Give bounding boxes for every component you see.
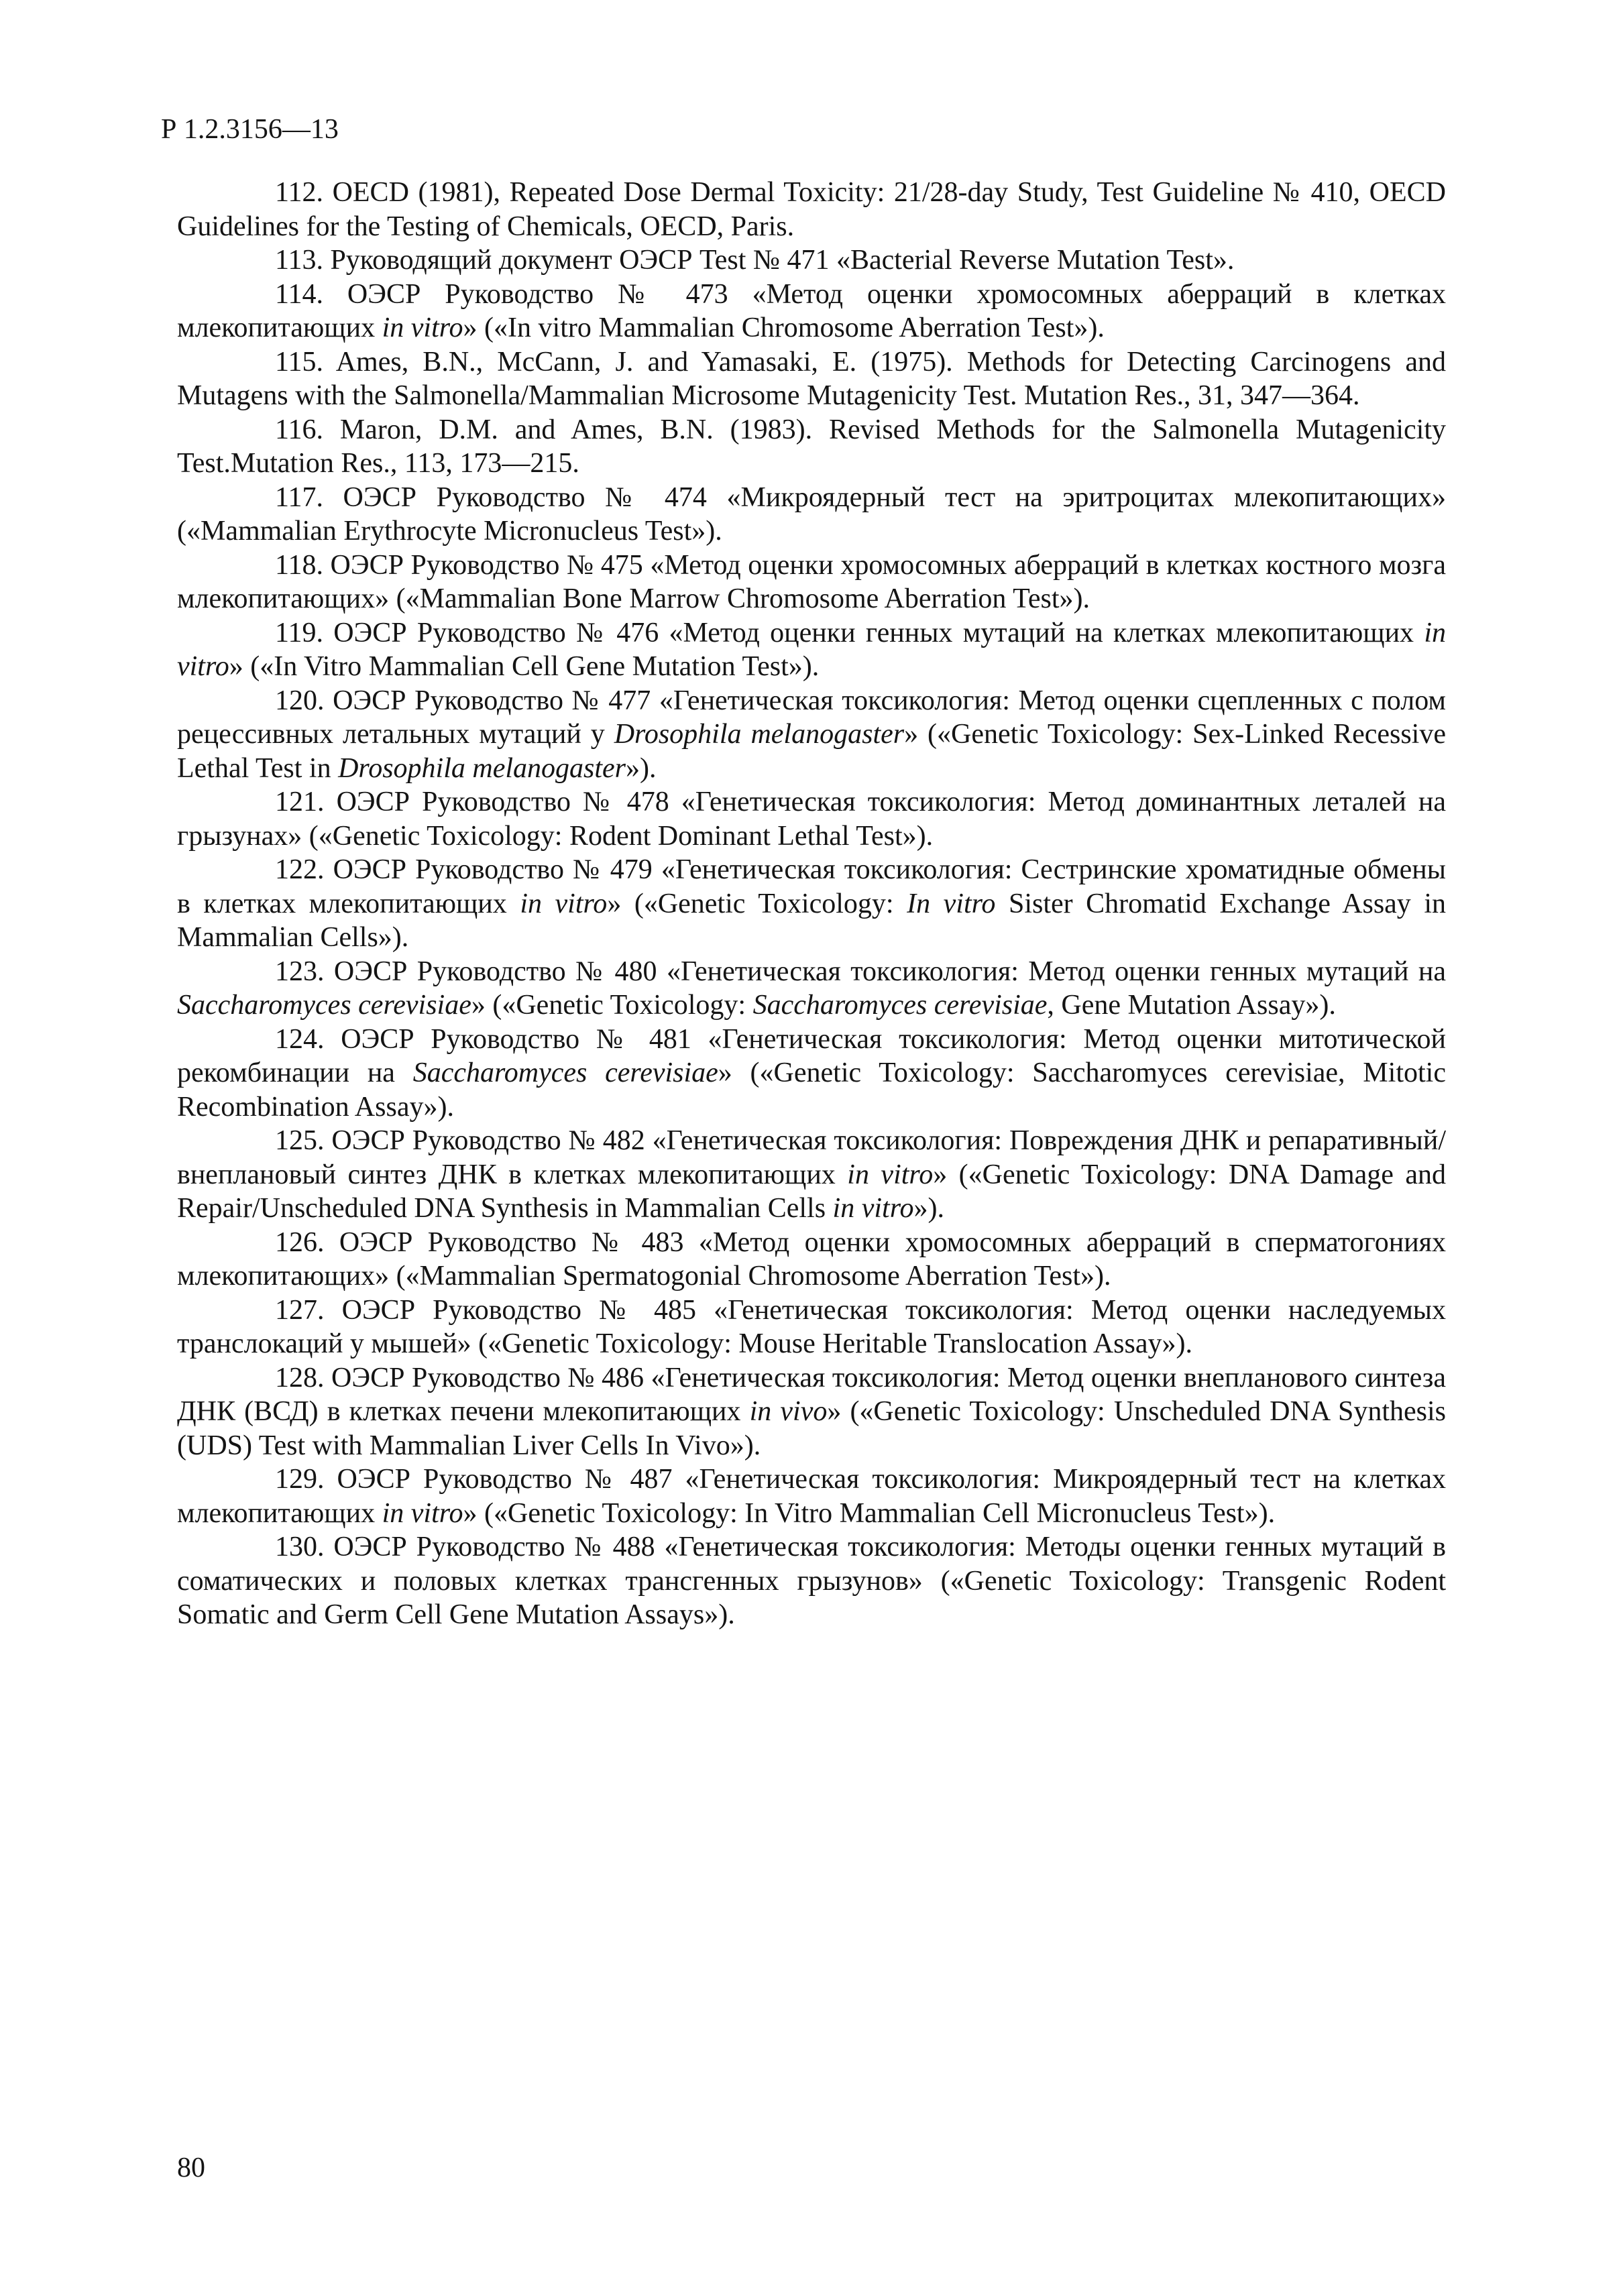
- reference-text: » («Genetic Toxicology: Sex-Linked Recessive Lethal Test in: [177, 719, 1446, 784]
- reference-italic-term: in vitro: [382, 312, 463, 343]
- page-number: 80: [177, 2152, 205, 2183]
- reference-item-113: [177, 243, 1446, 278]
- reference-list: [177, 176, 1446, 1632]
- document-code: Р 1.2.3156—13: [161, 114, 339, 145]
- reference-text: » («Genetic Toxicology:: [471, 990, 753, 1021]
- reference-item-125: [177, 1124, 1446, 1226]
- reference-text: 116. Maron, D.M. and Ames, B.N. (1983). Revised Methods for the Salmonella Mutagenicity Test.Mutation Res., 113, 173—215.: [177, 414, 1446, 479]
- reference-italic-term: Drosophila melanogaster: [338, 752, 626, 784]
- reference-item-129: [177, 1462, 1446, 1530]
- reference-item-117: [177, 481, 1446, 549]
- reference-item-127: [177, 1294, 1446, 1361]
- reference-text: » («Genetic Toxicology: DNA Damage and Repair/Unscheduled DNA Synthesis in Mammalian Cells: [177, 1159, 1447, 1224]
- reference-text: 119. ОЭСР Руководство № 476 «Метод оценки генных мутаций на клетках млекопитающих: [275, 617, 1424, 648]
- reference-text: 130. ОЭСР Руководство № 488 «Генетическая токсикология: Методы оценки генных мутаций в соматических и половых клетках трансгенных грызунов» («Genetic Toxicology: Transgenic Rodent Somatic and Germ Cell Gene Mutation Assays»).: [177, 1532, 1446, 1630]
- reference-item-119: [177, 616, 1446, 684]
- reference-item-120: [177, 684, 1446, 786]
- reference-text: 114. ОЭСР Руководство № 473 «Метод оценки хромосомных аберраций в клетках млекопитающих: [177, 278, 1446, 343]
- reference-italic-term: in vitro: [520, 888, 608, 919]
- reference-text: , Gene Mutation Assay»).: [1047, 990, 1336, 1021]
- reference-text: » («Genetic Toxicology: In Vitro Mammalian Cell Micronucleus Test»).: [463, 1497, 1276, 1529]
- reference-italic-term: Saccharomyces cerevisiae: [752, 990, 1048, 1021]
- reference-italic-term: in vitro: [832, 1193, 914, 1224]
- reference-text: 112. OECD (1981), Repeated Dose Dermal Toxicity: 21/28-day Study, Test Guideline № 410, OECD Guidelines for the Testing of Chemicals, OECD, Paris.: [177, 177, 1446, 242]
- reference-item-115: [177, 345, 1446, 413]
- reference-italic-term: In vitro: [907, 888, 996, 919]
- reference-text: 118. ОЭСР Руководство № 475 «Метод оценки хромосомных аберраций в клетках костного мозга млекопитающих» («Mammalian Bone Marrow Chromosome Aberration Test»).: [177, 549, 1446, 614]
- reference-italic-term: Drosophila melanogaster: [614, 719, 905, 750]
- reference-text: 124. ОЭСР Руководство № 481 «Генетическая токсикология: Метод оценки митотической рекомбинации на: [177, 1023, 1446, 1088]
- reference-text: »).: [913, 1193, 944, 1224]
- reference-italic-term: in vivo: [749, 1396, 828, 1427]
- reference-text: » («Genetic Toxicology:: [607, 888, 907, 919]
- reference-text: Sister Chromatid Exchange Assay in Mammalian Cells»).: [177, 888, 1447, 953]
- reference-italic-term: in vitro: [847, 1159, 934, 1190]
- reference-text: » («In Vitro Mammalian Cell Gene Mutation Test»).: [229, 651, 820, 682]
- reference-text: 123. ОЭСР Руководство № 480 «Генетическая токсикология: Метод оценки генных мутаций на: [275, 956, 1446, 987]
- reference-italic-term: Saccharomyces cerevisiae: [177, 990, 471, 1021]
- reference-italic-term: in vitro: [382, 1497, 463, 1529]
- reference-item-112: [177, 176, 1446, 243]
- reference-item-121: [177, 785, 1446, 853]
- reference-item-122: [177, 853, 1446, 955]
- reference-item-126: [177, 1226, 1446, 1294]
- reference-text: 126. ОЭСР Руководство № 483 «Метод оценки хромосомных аберраций в сперматогониях млекопитающих» («Mammalian Spermatogonial Chromosome Aberration Test»).: [177, 1226, 1446, 1292]
- reference-text: 127. ОЭСР Руководство № 485 «Генетическая токсикология: Метод оценки наследуемых транслокаций у мышей» («Genetic Toxicology: Mouse Heritable Translocation Assay»).: [177, 1294, 1446, 1359]
- reference-text: » («Genetic Toxicology: Saccharomyces cerevisiae, Mitotic Recombination Assay»).: [177, 1057, 1446, 1123]
- reference-text: 128. ОЭСР Руководство № 486 «Генетическая токсикология: Метод оценки внепланового синтеза ДНК (ВСД) в клетках печени млекопитающих: [177, 1362, 1446, 1427]
- reference-item-128: [177, 1361, 1446, 1463]
- reference-item-123: [177, 955, 1446, 1023]
- reference-text: 113. Руководящий документ ОЭСР Test № 471 «Bacterial Reverse Mutation Test».: [275, 245, 1235, 276]
- reference-item-116: [177, 413, 1446, 481]
- reference-text: »).: [626, 752, 657, 784]
- reference-italic-term: Saccharomyces cerevisiae: [412, 1057, 718, 1088]
- reference-item-130: [177, 1530, 1446, 1632]
- reference-text: 115. Ames, B.N., McCann, J. and Yamasaki, E. (1975). Methods for Detecting Carcinogens and Mutagens with the Salmonella/Mammalian Microsome Mutagenicity Test. Mutation Res., 31, 347—364.: [177, 346, 1446, 411]
- reference-text: 125. ОЭСР Руководство № 482 «Генетическая токсикология: Повреждения ДНК и репаративный/внеплановый синтез ДНК в клетках млекопитающих: [177, 1125, 1446, 1190]
- reference-text: 122. ОЭСР Руководство № 479 «Генетическая токсикология: Сестринские хроматидные обмены в клетках млекопитающих: [177, 854, 1446, 919]
- reference-text: » («Genetic Toxicology: Unscheduled DNA Synthesis (UDS) Test with Mammalian Liver Cells In Vivo»).: [177, 1396, 1446, 1461]
- reference-item-114: [177, 278, 1446, 345]
- reference-text: 129. ОЭСР Руководство № 487 «Генетическая токсикология: Микроядерный тест на клетках млекопитающих: [177, 1464, 1446, 1529]
- reference-text: » («In vitro Mammalian Chromosome Aberration Test»).: [463, 312, 1105, 343]
- reference-text: 121. ОЭСР Руководство № 478 «Генетическая токсикология: Метод доминантных леталей на грызунах» («Genetic Toxicology: Rodent Dominant Lethal Test»).: [177, 787, 1446, 852]
- reference-italic-term: in vitro: [177, 617, 1446, 682]
- reference-item-124: [177, 1023, 1446, 1125]
- reference-item-118: [177, 549, 1446, 616]
- reference-text: 120. ОЭСР Руководство № 477 «Генетическая токсикология: Метод оценки сцепленных с полом рецессивных летальных мутаций у: [177, 685, 1446, 750]
- reference-text: 117. ОЭСР Руководство № 474 «Микроядерный тест на эритроцитах млекопитающих» («Mammalian Erythrocyte Micronucleus Test»).: [177, 481, 1446, 547]
